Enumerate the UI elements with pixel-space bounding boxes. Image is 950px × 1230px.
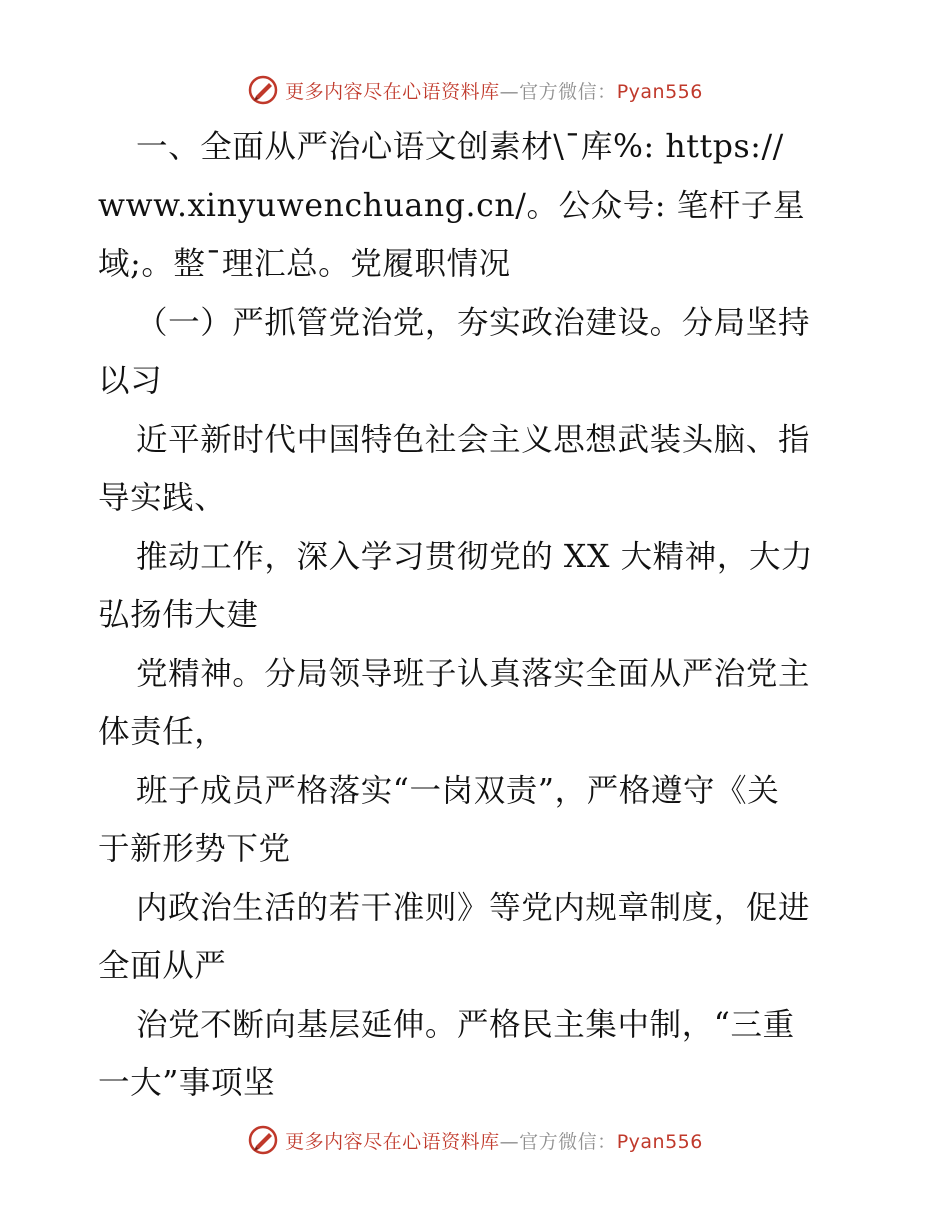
body-line: 导实践、 [98, 480, 227, 516]
watermark-grey-text: —官方微信： [499, 80, 617, 103]
document-body [98, 118, 858, 1113]
body-line: 推动工作，深入学习贯彻党的 XX 大精神，大力 [136, 538, 814, 575]
body-line: 治党不断向基层延伸。严格民主集中制，“三重 [136, 1006, 795, 1043]
body-line: （一）严抓管党治党，夯实政治建设。分局坚持 [136, 304, 811, 341]
brand-logo-icon [247, 1124, 279, 1156]
body-line: 体责任， [98, 714, 227, 750]
body-line: 弘扬伟大建 [98, 597, 259, 633]
watermark-red-text: 更多内容尽在心语资料库 [285, 80, 500, 103]
brand-logo-icon [247, 74, 279, 106]
watermark-text [285, 1127, 703, 1154]
body-line: 一、全面从严治心语文创素材\¯库%: https:// [136, 129, 784, 165]
body-line: 一大”事项坚 [98, 1065, 276, 1101]
watermark-red-text: 更多内容尽在心语资料库 [285, 1130, 500, 1153]
body-line: 全面从严 [98, 948, 227, 984]
body-line: 班子成员严格落实“一岗双责”，严格遵守《关 [136, 772, 780, 809]
body-line: 近平新时代中国特色社会主义思想武装头脑、指 [136, 421, 811, 458]
body-line: 于新形势下党 [98, 831, 291, 867]
body-line: www.xinyuwenchuang.cn/。公众号: 笔杆子星 [98, 187, 806, 224]
body-line: 党精神。分局领导班子认真落实全面从严治党主 [136, 655, 811, 692]
body-line: 域;。整¯理汇总。党履职情况 [98, 246, 511, 282]
footer-watermark [0, 1120, 950, 1160]
watermark-grey-text: —官方微信： [499, 1130, 617, 1153]
watermark-text [285, 77, 703, 104]
body-line: 内政治生活的若干准则》等党内规章制度，促进 [136, 889, 811, 926]
watermark-id-text: Pyan556 [616, 1130, 703, 1153]
header-watermark [0, 70, 950, 110]
watermark-id-text: Pyan556 [616, 80, 703, 103]
body-line: 以习 [98, 363, 163, 399]
